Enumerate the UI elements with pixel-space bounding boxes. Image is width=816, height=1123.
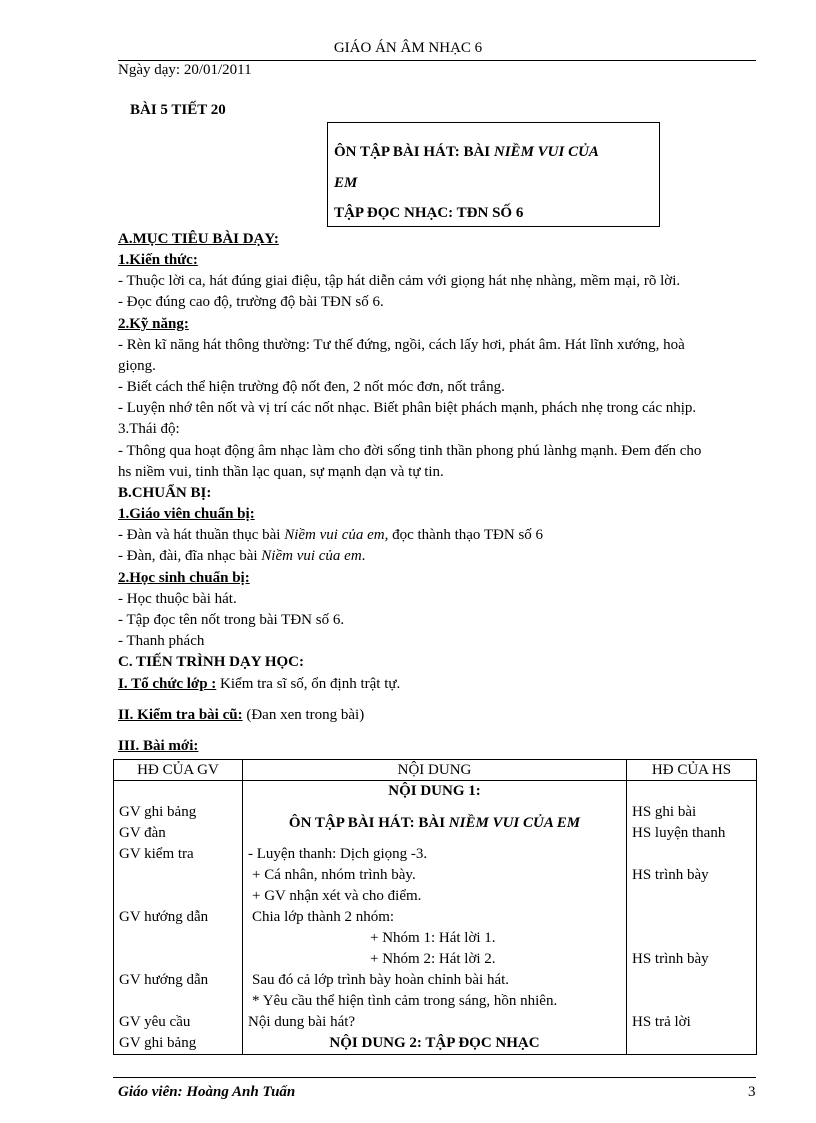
hs-line [632, 970, 751, 991]
knowledge-heading: 1.Kiến thức: [118, 252, 198, 268]
gv-line [119, 886, 237, 907]
skills-heading: 2.Kỹ năng: [118, 316, 189, 332]
section-b-heading: B.CHUẨN BỊ: [118, 485, 212, 501]
gv-line: GV ghi bảng [119, 804, 197, 820]
hs-line [632, 844, 751, 865]
page-header-title: GIÁO ÁN ÂM NHẠC 6 [333, 40, 483, 56]
student-prep-heading: 2.Học sinh chuẩn bị: [118, 570, 250, 586]
section-a-heading: A.MỤC TIÊU BÀI DẠY: [118, 231, 279, 247]
gv-line: GV ghi bảng [119, 1035, 197, 1051]
section-c-heading: C. TIẾN TRÌNH DẠY HỌC: [118, 654, 304, 670]
content-line: - Luyện thanh: Dịch giọng -3. [248, 846, 428, 862]
skills-item: giọng. [118, 358, 156, 374]
gv-line [119, 865, 237, 886]
gv-line: GV hướng dẫn [119, 909, 209, 925]
footer-rule [113, 1077, 756, 1078]
hs-line: HS ghi bài [632, 804, 697, 820]
teacher-prep-heading: 1.Giáo viên chuẩn bị: [118, 506, 255, 522]
skills-item: - Rèn kĩ năng hát thông thường: Tư thế đứng, ngồi, cách lấy hơi, phát âm. Hát lĩnh xướng, hoà [118, 337, 685, 353]
student-prep-item: - Học thuộc bài hát. [118, 591, 237, 607]
footer-teacher-name: Giáo viên: Hoàng Anh Tuấn [118, 1084, 296, 1100]
hs-line: HS trình bày [632, 951, 709, 967]
gv-line [119, 781, 237, 802]
new-lesson-heading: III. Bài mới: [118, 738, 199, 754]
gv-line [119, 991, 237, 1012]
attitude-item: - Thông qua hoạt động âm nhạc làm cho đời sống tinh thần phong phú lànhg mạnh. Đem đến cho [118, 443, 702, 459]
gv-line: GV đàn [119, 825, 166, 841]
gv-line: GV hướng dẫn [119, 972, 209, 988]
content-line: * Yêu cầu thể hiện tình cảm trong sáng, hồn nhiên. [252, 993, 558, 1009]
content-line: Chia lớp thành 2 nhóm: [252, 909, 395, 925]
student-prep-item: - Tập đọc tên nốt trong bài TĐN số 6. [118, 612, 345, 628]
column-header-student: HĐ CỦA HS [627, 760, 757, 781]
student-prep-item: - Thanh phách [118, 633, 205, 649]
knowledge-item: - Thuộc lời ca, hát đúng giai điệu, tập hát diễn cảm với giọng hát nhẹ nhàng, mềm mại, rõ lời. [118, 273, 681, 289]
skills-item: - Luyện nhớ tên nốt và vị trí các nốt nhạc. Biết phân biệt phách mạnh, phách nhẹ trong các nhịp. [118, 400, 697, 416]
hs-line: HS trình bày [632, 867, 709, 883]
content-line: Sau đó cả lớp trình bày hoàn chỉnh bài hát. [252, 972, 510, 988]
gv-line: GV kiểm tra [119, 846, 194, 862]
content-1-title: NỘI DUNG 1: [388, 783, 481, 799]
content-line: + Nhóm 2: Hát lời 2. [370, 951, 496, 967]
hs-line [632, 886, 751, 907]
title-line-1: ÔN TẬP BÀI HÁT: BÀI NIỀM VUI CỦA [334, 144, 599, 160]
title-line-2: EM [334, 175, 358, 191]
hs-line [632, 991, 751, 1012]
table-header-row [114, 760, 757, 781]
content-1-subtitle: ÔN TẬP BÀI HÁT: BÀI NIỀM VUI CỦA EM [288, 815, 581, 831]
header-rule [118, 60, 756, 61]
table-row [114, 781, 757, 1055]
teaching-date: Ngày dạy: 20/01/2011 [118, 62, 252, 78]
old-lesson-check: II. Kiểm tra bài cũ: (Đan xen trong bài) [118, 707, 365, 723]
teacher-prep-item: - Đàn và hát thuần thục bài Niềm vui của em, đọc thành thạo TĐN số 6 [118, 527, 544, 543]
class-organization: I. Tổ chức lớp : Kiểm tra sĩ số, ổn định trật tự. [118, 676, 401, 692]
content-line: Nội dung bài hát? [248, 1014, 356, 1030]
attitude-item: hs niềm vui, tinh thần lạc quan, sự mạnh dạn và tự tin. [118, 464, 444, 480]
hs-line [632, 907, 751, 928]
knowledge-item: - Đọc đúng cao độ, trường độ bài TĐN số 6. [118, 294, 384, 310]
attitude-heading: 3.Thái độ: [118, 421, 180, 437]
hs-line [632, 1033, 751, 1054]
content-cell [243, 781, 627, 1055]
content-line: + Nhóm 1: Hát lời 1. [370, 930, 496, 946]
content-line: + GV nhận xét và cho điểm. [252, 888, 422, 904]
gv-line [119, 949, 237, 970]
title-line-3: TẬP ĐỌC NHẠC: TĐN SỐ 6 [334, 205, 524, 221]
hs-line [632, 781, 751, 802]
gv-line [119, 928, 237, 949]
hs-line: HS luyện thanh [632, 825, 726, 841]
student-activity-cell [627, 781, 757, 1055]
page-number: 3 [748, 1084, 756, 1100]
column-header-teacher: HĐ CỦA GV [114, 760, 243, 781]
hs-line [632, 928, 751, 949]
content-line: + Cá nhân, nhóm trình bày. [252, 867, 416, 883]
teacher-prep-item: - Đàn, đài, đĩa nhạc bài Niềm vui của em. [118, 548, 366, 564]
lesson-activity-table [113, 759, 757, 1055]
lesson-number: BÀI 5 TIẾT 20 [130, 102, 226, 118]
gv-line: GV yêu cầu [119, 1014, 191, 1030]
content-2-title: NỘI DUNG 2: TẬP ĐỌC NHẠC [329, 1035, 540, 1051]
lesson-title-box [327, 122, 660, 227]
hs-line: HS trả lời [632, 1014, 691, 1030]
skills-item: - Biết cách thể hiện trường độ nốt đen, 2 nốt móc đơn, nốt trắng. [118, 379, 505, 395]
column-header-content: NỘI DUNG [243, 760, 627, 781]
teacher-activity-cell [114, 781, 243, 1055]
